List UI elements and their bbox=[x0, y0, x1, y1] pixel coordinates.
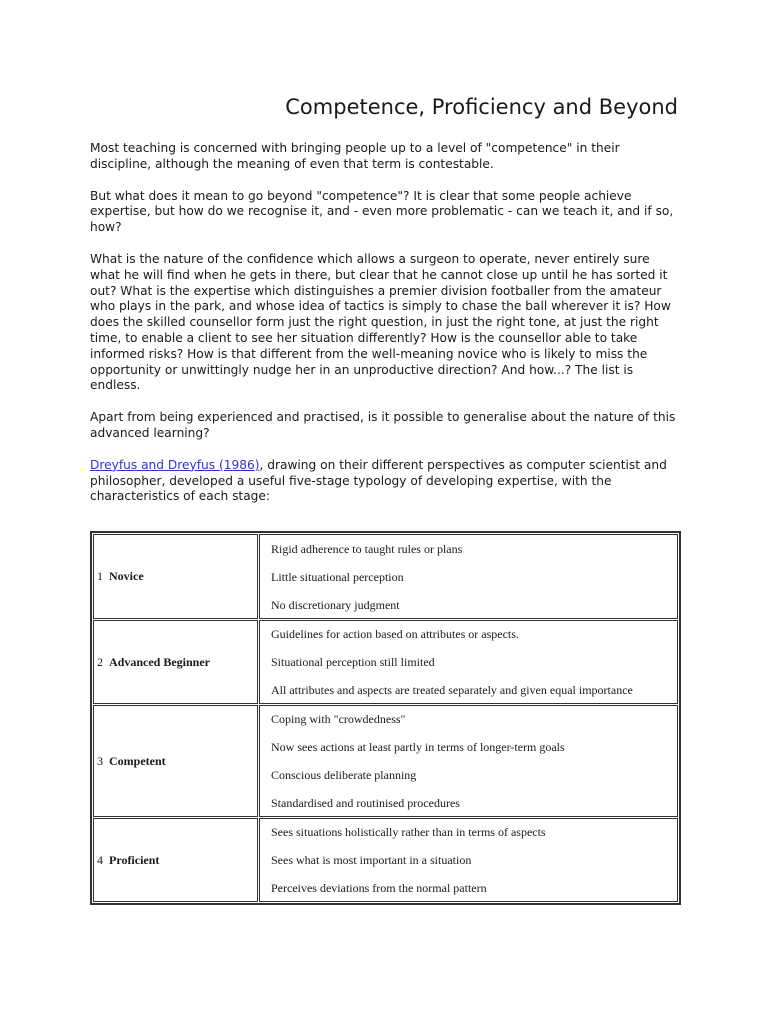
characteristics-cell bbox=[259, 705, 678, 817]
characteristic-item: Guidelines for action based on attributes or aspects. bbox=[271, 627, 519, 641]
paragraph-advanced-learning: Apart from being experienced and practised, is it possible to generalise about the nature of this advanced learning? bbox=[90, 410, 676, 440]
characteristic-item: Little situational perception bbox=[271, 569, 404, 584]
stage-number: 1 bbox=[97, 569, 103, 583]
paragraph-intro: Most teaching is concerned with bringing people up to a level of "competence" in their discipline, although the meaning of even that term is contestable. bbox=[90, 141, 620, 171]
characteristics-cell bbox=[259, 534, 678, 619]
dreyfus-reference-link[interactable]: Dreyfus and Dreyfus (1986) bbox=[90, 457, 260, 472]
characteristic-item: Conscious deliberate planning bbox=[271, 768, 417, 782]
characteristic-item: Coping with "crowdedness" bbox=[271, 712, 406, 726]
document-page bbox=[90, 0, 682, 895]
stage-cell bbox=[93, 620, 258, 704]
stage-cell bbox=[93, 534, 258, 619]
table-row bbox=[93, 620, 678, 704]
characteristic-item: Sees situations holistically rather than in terms of aspects bbox=[271, 825, 546, 839]
characteristic-item: Situational perception still limited bbox=[271, 655, 435, 669]
characteristic-item: Standardised and routinised procedures bbox=[271, 796, 460, 810]
dreyfus-paragraph-text: , drawing on their different perspectives as computer scientist and philosopher, developed a useful five-stage typology of developing expertise, with the characteristics of each stage: bbox=[90, 457, 667, 504]
paragraph-dreyfus bbox=[90, 458, 682, 505]
paragraph-beyond-competence: But what does it mean to go beyond "competence"? It is clear that some people achieve expertise, but how do we recognise it, and - even more problematic - can we teach it, and if so, how? bbox=[90, 188, 674, 235]
stage-number: 2 bbox=[97, 654, 103, 669]
stage-cell bbox=[93, 705, 258, 817]
page-title: Competence, Proficiency and Beyond bbox=[285, 95, 678, 119]
characteristics-cell bbox=[259, 620, 678, 704]
table-row bbox=[93, 534, 678, 619]
stage-name: Competent bbox=[109, 753, 166, 768]
characteristic-item: Now sees actions at least partly in terms of longer-term goals bbox=[271, 740, 565, 754]
stage-number: 4 bbox=[97, 852, 103, 867]
characteristic-item: Rigid adherence to taught rules or plans bbox=[271, 541, 463, 556]
stage-name: Advanced Beginner bbox=[109, 654, 211, 669]
stage-cell bbox=[93, 818, 258, 902]
stage-name: Proficient bbox=[109, 852, 160, 867]
characteristic-item: Perceives deviations from the normal pattern bbox=[271, 881, 487, 895]
table-row bbox=[93, 818, 678, 902]
stage-name: Novice bbox=[109, 569, 144, 583]
stages-table bbox=[90, 531, 681, 905]
paragraph-expertise-examples: What is the nature of the confidence which allows a surgeon to operate, never entirely sure what he will find when he gets in there, but clear that he cannot close up until he has sorted it out? What is the expertise which distinguishes a premier division footballer from the amateur who plays in the park, and whose idea of tactics is simply to chase the ball wherever it is? How does the skilled counsellor form just the right question, in just the right tone, at just the right time, to enable a client to see her situation differently? How is the counsellor able to take informed risks? How is that different from the well-meaning novice who is likely to miss the opportunity or unwittingly nudge her in an unproductive direction? And how...? The list is endless. bbox=[90, 251, 671, 393]
characteristic-item: No discretionary judgment bbox=[271, 597, 400, 612]
table-row bbox=[93, 705, 678, 817]
stage-number: 3 bbox=[97, 753, 103, 768]
characteristic-item: All attributes and aspects are treated separately and given equal importance bbox=[271, 683, 633, 697]
characteristics-cell bbox=[259, 818, 678, 902]
characteristic-item: Sees what is most important in a situation bbox=[271, 853, 472, 867]
